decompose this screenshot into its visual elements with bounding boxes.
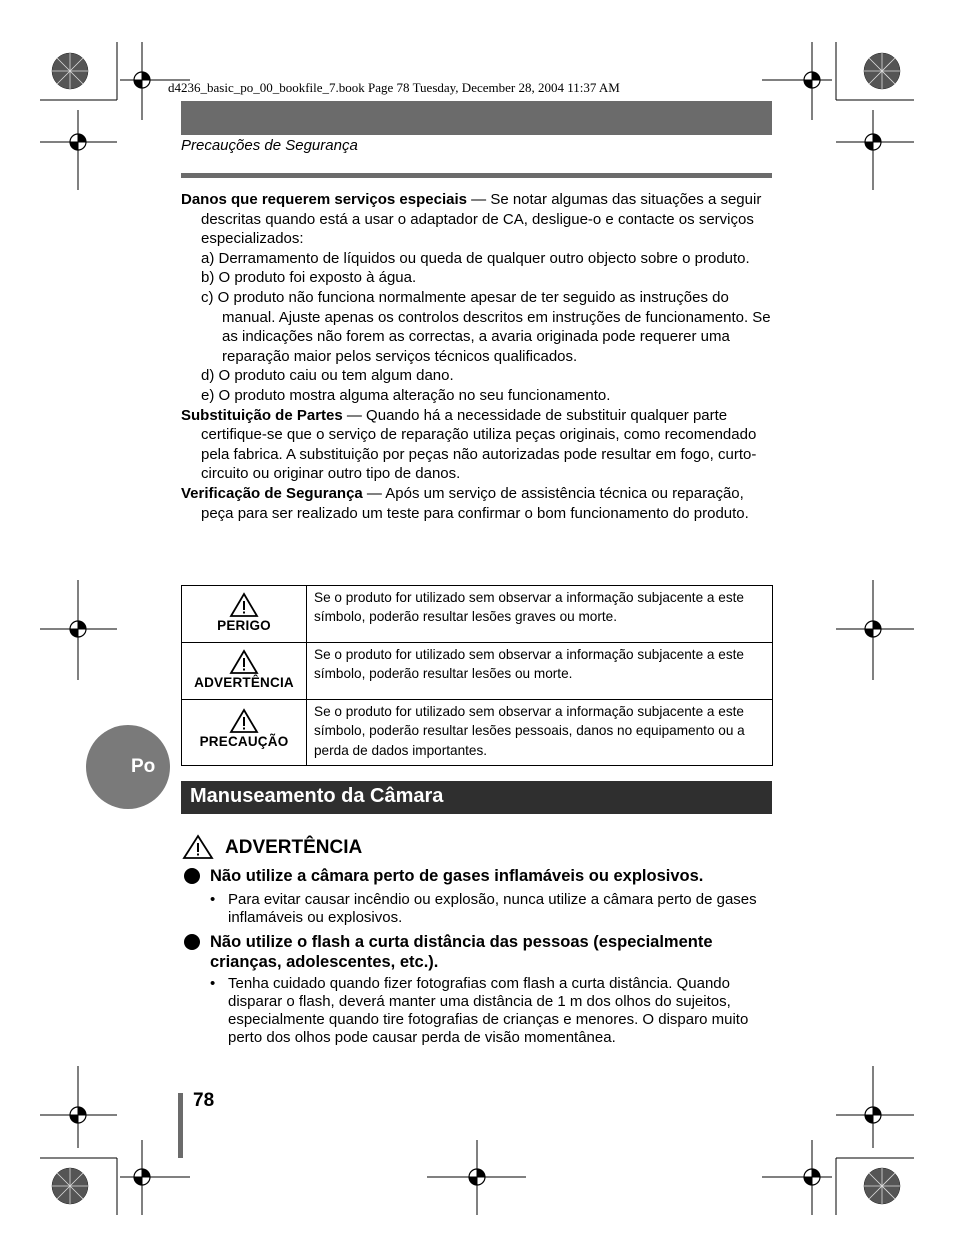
paragraph-heading: Danos que requerem serviços especiais <box>181 191 467 208</box>
warning-heading-label: ADVERTÊNCIA <box>225 837 363 858</box>
page-number-bar <box>178 1093 183 1158</box>
bullet-text: Para evitar causar incêndio ou explosão, nunca utilize a câmara perto de gases inflamáveis ou explosivos. <box>228 891 757 926</box>
language-tab <box>86 725 170 809</box>
table-row <box>182 643 773 700</box>
symbol-cell <box>182 643 307 700</box>
header-rule <box>181 173 772 178</box>
paragraph-special-services <box>181 190 773 249</box>
page-number: 78 <box>193 1090 215 1111</box>
warning-triangle-icon <box>229 592 259 618</box>
language-tab-label: Po <box>131 756 156 777</box>
paragraph-text: — Após um serviço de assistência técnica ou reparação, peça para ser realizado um teste para confirmar o bom funcionamento do produto. <box>201 484 749 522</box>
paragraph-heading: Verificação de Segurança <box>181 484 363 502</box>
paragraph-heading: Substituição de Partes <box>181 406 343 424</box>
list-item: c) O produto não funciona normalmente apesar de ter seguido as instruções do manual. Ajuste apenas os controlos descritos em instruções de funcionamento. Se as indicações não forem as correctas, a avaria originada pode requerer uma reparação maior pelos serviços técnicos qualificados. <box>201 288 771 365</box>
paragraph-part-replacement <box>181 406 773 484</box>
bullet-heading: Não utilize a câmara perto de gases inflamáveis ou explosivos. <box>210 867 704 885</box>
bullet-marker: • <box>210 975 216 992</box>
table-row <box>182 700 773 766</box>
list-item: d) O produto caiu ou tem algum dano. <box>201 367 454 385</box>
signal-description: Se o produto for utilizado sem observar a informação subjacente a este símbolo, poderão resultar lesões graves ou morte. <box>307 586 773 643</box>
table-row <box>182 586 773 643</box>
body-text <box>181 190 773 523</box>
bullet-dot-icon <box>184 868 200 884</box>
warning-triangle-icon <box>229 649 259 675</box>
list-item: e) O produto mostra alguma alteração no seu funcionamento. <box>201 386 611 404</box>
signal-label: PRECAUÇÃO <box>199 734 289 749</box>
list-item: a) Derramamento de líquidos ou queda de qualquer outro objecto sobre o produto. <box>201 249 750 267</box>
section-title: Precauções de Segurança <box>181 137 358 154</box>
print-header: d4236_basic_po_00_bookfile_7.book Page 78 Tuesday, December 28, 2004 11:37 AM <box>168 80 620 95</box>
signal-label: ADVERTÊNCIA <box>194 675 294 690</box>
list-item: b) O produto foi exposto à água. <box>201 269 417 287</box>
signal-description: Se o produto for utilizado sem observar a informação subjacente a este símbolo, poderão resultar lesões ou morte. <box>307 643 773 700</box>
signal-description: Se o produto for utilizado sem observar a informação subjacente a este símbolo, poderão resultar lesões pessoais, danos no equipamento ou a perda de dados importantes. <box>307 700 773 766</box>
signal-word-table <box>181 585 773 766</box>
signal-label: PERIGO <box>217 618 271 633</box>
header-bar <box>181 101 772 135</box>
bullet-text: Tenha cuidado quando fizer fotografias com flash a curta distância. Quando disparar o flash, deverá manter uma distância de 1 m dos olhos do sujeitos, especialmente quando tire fotografias de crianças e menores. O disparo muito perto dos olhos pode causar perda de visão momentânea. <box>228 975 749 1046</box>
bullet-heading: Não utilize o flash a curta distância das pessoas (especialmente crianças, adolescentes, etc.). <box>210 933 713 971</box>
warning-triangle-icon <box>229 708 259 734</box>
bullet-dot-icon <box>184 934 200 950</box>
bullet-marker: • <box>210 891 216 908</box>
section-heading-bar <box>181 781 772 814</box>
paragraph-safety-check <box>181 484 773 523</box>
paragraph-text: — Quando há a necessidade de substituir qualquer parte certifique-se que o serviço de reparação utiliza peças originais, como recomendado pela fabrica. A substituição por peças não autorizadas pode resultar em fogo, curto-circuito ou originar outro tipo de danos. <box>201 406 757 483</box>
symbol-cell <box>182 586 307 643</box>
section-heading: Manuseamento da Câmara <box>190 785 444 807</box>
symbol-cell <box>182 700 307 766</box>
paragraph-text: — Se notar algumas das situações a seguir descritas quando está a usar o adaptador de CA, desligue-o e contacte os serviços especializados: <box>201 191 762 248</box>
warning-triangle-icon <box>182 834 214 860</box>
